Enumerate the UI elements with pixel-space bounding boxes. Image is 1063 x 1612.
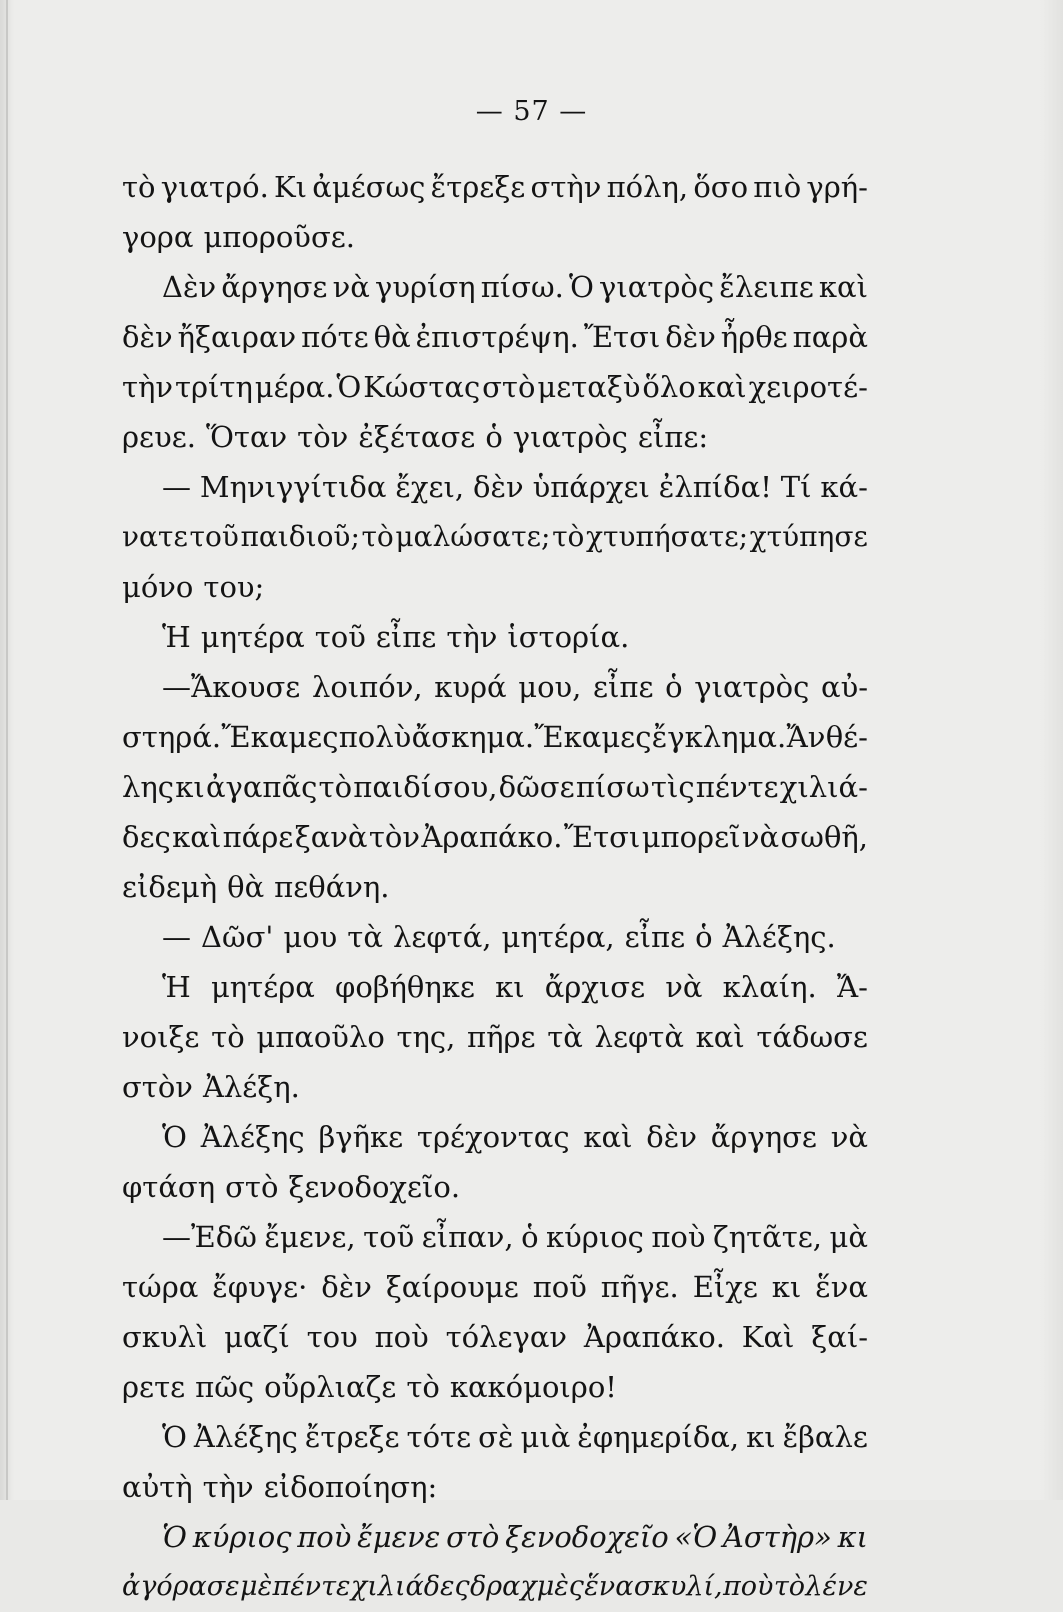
word: Ὁ [336, 370, 362, 404]
word: ἔγκλημα. [651, 720, 787, 754]
word: χτυπήσατε; [585, 520, 749, 553]
text-line [122, 1012, 868, 1062]
word: ξενοδοχεῖο. [288, 1170, 461, 1204]
word: ἄργησε [710, 1120, 817, 1154]
word: νατε [122, 520, 188, 553]
word: Ἔτσι [583, 320, 661, 354]
word: της, [396, 1020, 456, 1054]
text-line [122, 962, 868, 1012]
word: γιατρὸς [512, 420, 628, 454]
word: πῆγε. [600, 1270, 679, 1304]
word: χειροτέ- [748, 370, 868, 404]
text-line [122, 562, 868, 612]
word: «Ὁ [674, 1520, 718, 1554]
word: ἦρθε [720, 320, 788, 354]
word: τὶς [650, 770, 695, 804]
word: Δῶσ' [201, 920, 274, 954]
word: ξενοδοχεῖο [505, 1520, 669, 1554]
word: πιὸ [753, 170, 802, 204]
word: ρευε. [122, 420, 196, 454]
word: ξανὰ [294, 820, 368, 854]
text-line [122, 1162, 868, 1212]
word: ὁ [521, 1220, 539, 1254]
word: καὶ [697, 370, 747, 404]
word: δὲν [665, 320, 716, 354]
word: του; [203, 570, 265, 604]
word: ποῦ [532, 1270, 587, 1304]
word: τότε [406, 1420, 472, 1454]
word: πότε [301, 320, 369, 354]
word: δὲν [321, 1270, 372, 1304]
text-line [122, 362, 868, 412]
word: λένε [805, 1571, 868, 1602]
word: ἔμενε [357, 1520, 441, 1554]
word: Ἀραπάκο. [583, 1320, 725, 1354]
word: τώρα [122, 1270, 199, 1304]
word: δὲν [646, 1120, 697, 1154]
word: τὸ [406, 1370, 440, 1404]
word: τὸ [773, 1571, 806, 1602]
word: Ὅταν [205, 420, 288, 454]
word: αὐ- [820, 670, 868, 704]
word: θὰ [227, 870, 265, 904]
text-line [122, 1112, 868, 1162]
word: γρή- [806, 170, 868, 204]
word: οὔρλιαζε [264, 1370, 397, 1404]
word: τὸ [552, 520, 585, 553]
word: μέρα. [254, 370, 335, 404]
word: —Ἄκουσε [162, 670, 301, 704]
word: πέντε [272, 1571, 351, 1602]
word: Κι [274, 170, 308, 204]
word: πέντε [695, 770, 779, 804]
text-line [122, 762, 868, 812]
word: τρέχοντας [416, 1120, 570, 1154]
word: τὴν [202, 1470, 254, 1504]
word: — [162, 920, 191, 954]
word: τὴν [122, 370, 174, 404]
word: πεθάνη. [274, 870, 390, 904]
word: βγῆκε [318, 1120, 404, 1154]
word: στὸ [446, 1520, 500, 1554]
word: μποροῦσε. [203, 220, 355, 254]
word: τὸ [122, 170, 156, 204]
word: κι [746, 1420, 776, 1454]
word: Μηνιγγίτιδα [199, 470, 387, 504]
word: δῶσε [498, 770, 575, 804]
word: κι [495, 970, 525, 1004]
word: Ἔτσι [563, 820, 641, 854]
word: μητέρα, [501, 920, 615, 954]
word: λης [122, 770, 174, 804]
word: κά- [820, 470, 868, 504]
text-line [122, 212, 868, 262]
word: Ἀλέξης [193, 1420, 298, 1454]
word: ὅλο [642, 370, 696, 404]
word: γιατρὸς [599, 270, 715, 304]
word: καὶ [172, 820, 222, 854]
word: δες [122, 820, 171, 854]
word: παιδί [353, 770, 433, 804]
word: ρετε [122, 1370, 186, 1404]
word: κλαίη. [722, 970, 817, 1004]
text-line [122, 1212, 868, 1262]
word: τρίτη [174, 370, 253, 404]
word: κύριος [546, 1220, 644, 1254]
page-gutter-edge [6, 0, 8, 1500]
text-line [122, 262, 868, 312]
word: χτύπησε [749, 520, 868, 553]
word: ἀμέσως [312, 170, 426, 204]
word: Ὁ [162, 1520, 187, 1554]
word: θέ- [825, 720, 868, 754]
word: δραχμὲς [470, 1571, 584, 1602]
word: χιλιά- [779, 770, 868, 804]
word: μπορεῖ [641, 820, 741, 854]
word: σου, [433, 770, 498, 804]
text-line [122, 1512, 868, 1562]
word: Ἄν [786, 720, 826, 754]
word: Ἔκαμες [221, 720, 339, 754]
word: τὸν [297, 420, 349, 454]
word: κακόμοιρο! [449, 1370, 617, 1404]
word: ἐφημερίδα, [577, 1420, 740, 1454]
text-line [122, 1062, 868, 1112]
word: τοῦ [314, 620, 366, 654]
word: στὸν [122, 1070, 193, 1104]
word: ἐπιστρέψη. [415, 320, 579, 354]
word: ἔφυγε· [212, 1270, 308, 1304]
word: ἀγαπᾶς [205, 770, 318, 804]
page-number: — 57 — [475, 96, 588, 127]
word: πολὺ [338, 720, 412, 754]
word: μαζί [224, 1320, 290, 1354]
text-line [122, 1562, 868, 1612]
word: τοῦ [189, 520, 239, 553]
word: δὲν [122, 320, 173, 354]
word: Ἀραπάκο. [421, 820, 563, 854]
word: ἕνα [815, 1270, 868, 1304]
text-line [122, 912, 868, 962]
text-line [122, 662, 868, 712]
word: καὶ [818, 270, 868, 304]
text-line [122, 412, 868, 462]
word: μου [283, 920, 338, 954]
word: κι [771, 1270, 802, 1304]
text-line [122, 812, 868, 862]
word: ἄργησε [221, 270, 328, 304]
word: νὰ [332, 270, 370, 304]
word: θὰ [373, 320, 411, 354]
body-text [122, 162, 868, 1612]
word: πόλη, [606, 170, 689, 204]
word: τὸ [361, 520, 394, 553]
word: εἶπε [624, 920, 686, 954]
word: ἔτρεξε [304, 1420, 400, 1454]
word: ὁ [695, 920, 713, 954]
word: γυρίση [375, 270, 476, 304]
word: εἰδοποίηση: [263, 1470, 438, 1504]
text-line [122, 1362, 868, 1412]
word: ὅσο [693, 170, 749, 204]
word: τὸ [211, 1020, 245, 1054]
text-line [122, 1462, 868, 1512]
word: στηρά. [122, 720, 222, 754]
word: σὲ [478, 1420, 514, 1454]
word: ἔβαλε [782, 1420, 868, 1454]
word: μόνο [122, 570, 194, 604]
word: πῶς [195, 1370, 255, 1404]
word: εἰδεμὴ [122, 870, 218, 904]
word: ἐξέτασε [358, 420, 476, 454]
word: καὶ [695, 1020, 745, 1054]
word: Ἀλέξης [200, 1120, 305, 1154]
text-line [122, 1262, 868, 1312]
word: ποὺ [651, 1220, 706, 1254]
word: νοιξε [122, 1020, 200, 1054]
word: στὴν [530, 170, 602, 204]
word: κύριος [192, 1520, 292, 1554]
text-line [122, 162, 868, 212]
word: τὰ [347, 920, 383, 954]
word: κι [837, 1520, 868, 1554]
word: αὐτὴ [122, 1470, 193, 1504]
word: μαλώσατε; [395, 520, 551, 553]
word: ξαί- [811, 1320, 868, 1354]
word: ξαίρουμε [385, 1270, 519, 1304]
word: Τί [780, 470, 812, 504]
word: μὰ [829, 1220, 868, 1254]
word: μεταξὺ [537, 370, 641, 404]
word: ἔλειπε [719, 270, 814, 304]
word: καὶ [583, 1120, 633, 1154]
word: ὑπάρχει [532, 470, 650, 504]
word: Ὁ [162, 1120, 187, 1154]
word: ἔτρεξε [430, 170, 526, 204]
word: μιὰ [520, 1420, 571, 1454]
word: τὴν [446, 620, 498, 654]
word: τοῦ [363, 1220, 415, 1254]
text-line [122, 1312, 868, 1362]
word: ἔχει, [395, 470, 465, 504]
word: πάρε [222, 820, 294, 854]
word: φτάση [122, 1170, 216, 1204]
word: — [162, 470, 191, 504]
word: πίσω [575, 770, 650, 804]
word: νὰ [741, 820, 780, 854]
word: ποὺ [297, 1520, 352, 1554]
word: πῆρε [467, 1020, 536, 1054]
word: Καὶ [741, 1320, 795, 1354]
word: σκυλί, [633, 1571, 723, 1602]
word: εἶπαν, [421, 1220, 514, 1254]
word: εἶπε [375, 620, 437, 654]
word: ἔμενε, [264, 1220, 356, 1254]
text-line [122, 712, 868, 762]
word: Κώστας [363, 370, 481, 404]
word: Δὲν [162, 270, 217, 304]
word: ἤξαιραν [177, 320, 297, 354]
word: μπαοῦλο [256, 1020, 385, 1054]
word: λοιπόν, [311, 670, 423, 704]
word: σωθῆ, [780, 820, 868, 854]
word: Ἄ- [836, 970, 868, 1004]
word: νὰ [830, 1120, 868, 1154]
word: τάδωσε [756, 1020, 868, 1054]
word: Ἀστὴρ» [722, 1520, 832, 1554]
word: ἱστορία. [507, 620, 630, 654]
word: ἐλπίδα! [658, 470, 772, 504]
word: τὸ [318, 770, 353, 804]
word: του [306, 1320, 358, 1354]
word: τόλεγαν [445, 1320, 568, 1354]
word: ἄρχισε [544, 970, 646, 1004]
text-line [122, 1412, 868, 1462]
word: ζητᾶτε, [712, 1220, 822, 1254]
word: μου, [518, 670, 582, 704]
word: λεφτά, [392, 920, 492, 954]
text-line [122, 312, 868, 362]
word: κυρά [434, 670, 507, 704]
text-line [122, 612, 868, 662]
word: ποὺ [723, 1571, 774, 1602]
word: ἀγόρασε [122, 1571, 240, 1602]
word: Ἡ [162, 970, 191, 1004]
word: —Ἐδῶ [162, 1220, 257, 1254]
word: εἶπε: [637, 420, 709, 454]
word: φοβήθηκε [335, 970, 475, 1004]
word: εἶπε [593, 670, 654, 704]
word: γιατρὸς [694, 670, 810, 704]
word: Ὁ [568, 270, 594, 304]
word: Εἶχε [692, 1270, 758, 1304]
word: λεφτὰ [594, 1020, 684, 1054]
word: παρὰ [792, 320, 868, 354]
word: τὸν [368, 820, 421, 854]
word: στὸ [225, 1170, 279, 1204]
word: νὰ [665, 970, 703, 1004]
word: δὲν [473, 470, 524, 504]
word: Ἡ [162, 620, 191, 654]
word: Ἔκαμες [534, 720, 652, 754]
word: ὁ [485, 420, 503, 454]
word: πίσω. [480, 270, 564, 304]
word: γορα [122, 220, 194, 254]
word: γιατρό. [160, 170, 269, 204]
word: τὰ [547, 1020, 583, 1054]
text-line [122, 862, 868, 912]
word: ἕνα [584, 1571, 634, 1602]
word: σκυλὶ [122, 1320, 208, 1354]
word: κι [175, 770, 205, 804]
text-line [122, 462, 868, 512]
word: Ἀλέξης. [722, 920, 836, 954]
word: Ὁ [162, 1420, 187, 1454]
text-line [122, 512, 868, 562]
word: ποὺ [374, 1320, 429, 1354]
word: Ἀλέξη. [202, 1070, 300, 1104]
word: μὲ [240, 1571, 273, 1602]
word: μητέρα [210, 970, 315, 1004]
word: μητέρα [200, 620, 305, 654]
word: χιλιάδες [350, 1571, 470, 1602]
word: ὁ [665, 670, 683, 704]
word: στὸ [482, 370, 536, 404]
word: ἄσκημα. [411, 720, 535, 754]
word: παιδιοῦ; [240, 520, 360, 553]
